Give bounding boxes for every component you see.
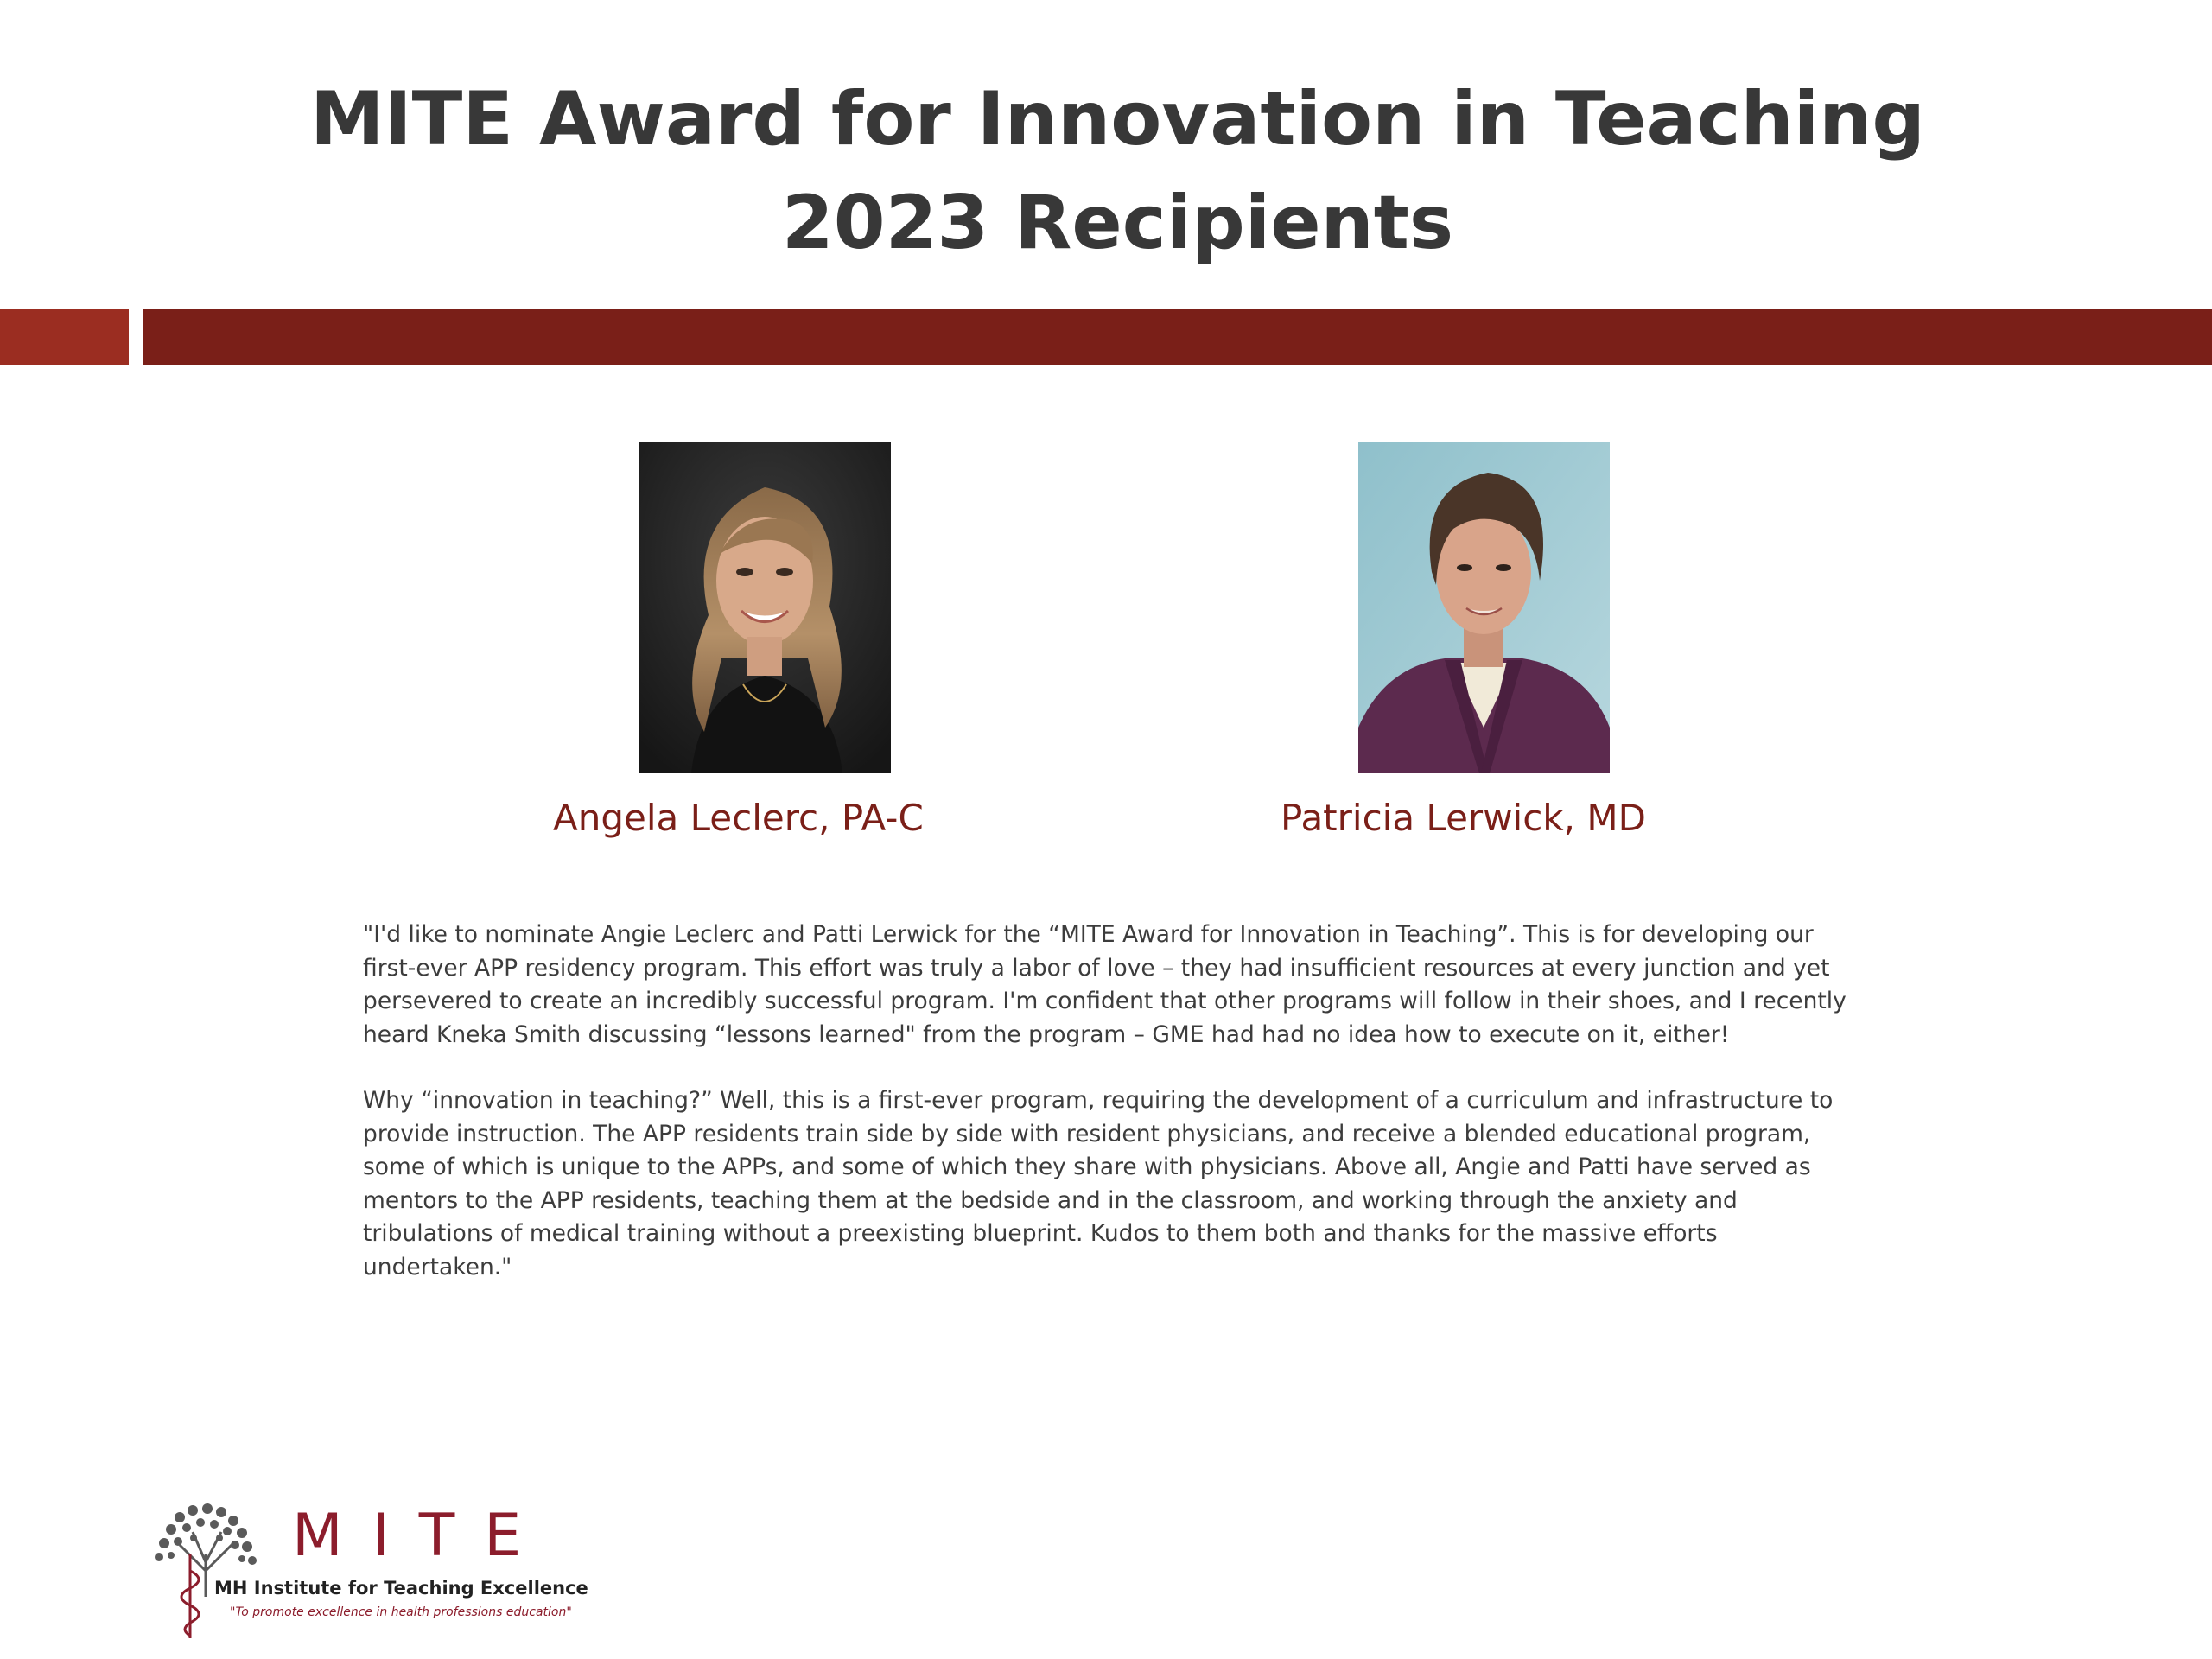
recipient-photo-patricia-lerwick [1358,442,1610,773]
recipient-name-2: Patricia Lerwick, MD [1281,797,1646,839]
nomination-paragraph-2: Why “innovation in teaching?” Well, this is a first-ever program, requiring the development of a curriculum and infrastructure to provide instruction. The APP residents train side by side with resident physicians, and receive a blended educational program, some of which is unique to the APPs, and some of which they share with physicians. Above all, Angie and Patti have served as mentors to the APP residents, teaching them at the bedside and in the classroom, and working through the anxiety and tribulations of medical training without a preexisting blueprint. Kudos to them both and thanks for the massive efforts undertaken." [363,1087,1834,1281]
logo-institute-name: MH Institute for Teaching Excellence [214,1578,588,1599]
mite-logo [145,1502,629,1640]
recipient-photo-angela-leclerc [639,442,891,773]
nomination-paragraph-1: "I'd like to nominate Angie Leclerc and Patti Lerwick for the “MITE Award for Innovation in Teaching”. This is for developing our first-ever APP residency program. This effort was truly a labor of love – they had insufficient resources at every junction and yet persevered to create an incredibly successful program. I'm confident that other programs will follow in their shoes, and I recently heard Kneka Smith discussing “lessons learned" from the program – GME had had no idea how to execute on it, either! [363,921,1847,1048]
slide-title-line-2: 2023 Recipients [781,180,1454,266]
tree-caduceus-icon [145,1502,262,1640]
logo-wordmark: MITE [292,1502,551,1570]
logo-tagline: "To promote excellence in health professions education" [230,1605,572,1619]
header-band-accent [0,309,129,365]
header-band [143,309,2212,365]
slide-title [0,67,2212,275]
slide-title-line-1: MITE Award for Innovation in Teaching [310,76,1925,162]
recipient-name-1: Angela Leclerc, PA-C [553,797,924,839]
nomination-quote [363,918,1866,1284]
